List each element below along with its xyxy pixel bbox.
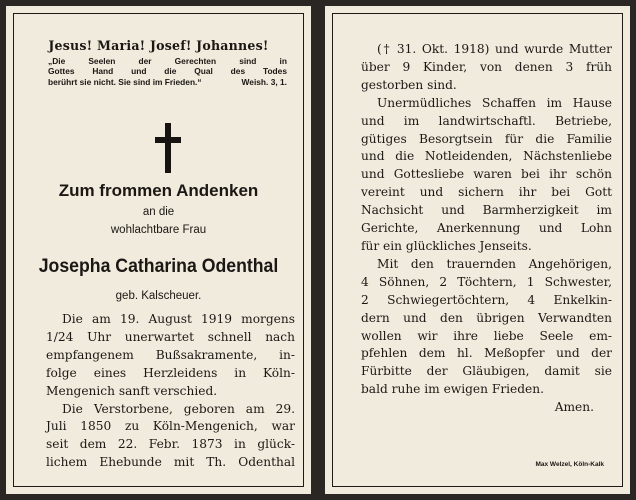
body-line: bald ruhe im ewigen Frieden. [361,382,544,397]
body-line: Unermüdliches Schaffen im Hause [377,95,612,110]
printer-credit: Max Welzel, Köln-Kalk [535,461,604,468]
body-line: und im landwirtschaftl. Betriebe, [361,113,612,128]
body-line: dern und den übrigen Verwandten [361,310,612,325]
quote-line-final [48,77,287,87]
quote-line: berührt sie nicht. Sie sind im Frieden.“ [48,76,202,87]
maiden-name: geb. Kalscheuer. [115,290,202,302]
body-line: lichem Ehebunde mit Th. Odenthal [46,455,295,470]
body-line: über 9 Kinder, von denen 3 früh [361,59,612,74]
body-line: († 31. Okt. 1918) und wurde Mutter [377,42,612,56]
body-line: 1/24 Uhr unerwartet schnell nach [46,329,295,344]
body-line: gütiges Besorgtsein für die Familie [361,131,612,146]
body-line: Nachsicht und Barmherzigkeit im [361,203,612,218]
body-line: 4 Söhnen, 2 Töchtern, 1 Schwester, [361,274,612,289]
memorial-heading: Zum frommen Andenken [58,181,259,200]
body-line: pfehlen dem hl. Meßopfer und der [361,346,612,361]
closing-amen: Amen. [554,400,594,415]
body-line: Die Verstorbene, geboren am 29. [62,401,295,416]
body-line: Gerichte, Anerkennung und Lohn [361,221,612,236]
body-line: wollen wir ihre liebe Seele em- [361,328,612,343]
quote-line: „Die Seelen der Gerechten sind in [48,56,287,66]
body-line: gestorben sind. [361,77,457,92]
body-line: empfangenem Bußsakramente, in- [46,347,295,362]
obituary-text-right [361,41,612,417]
memorial-card-left-page [6,6,311,494]
body-line: Die am 19. August 1919 morgens [62,312,295,326]
invocation-text: Jesus! Maria! Josef! Johannes! [48,38,269,53]
body-line: seit dem 22. Febr. 1873 in glück- [46,437,295,452]
body-line: Juli 1850 zu Köln-Mengenich, war [46,419,295,434]
body-line: 2 Schwiegertöchtern, 4 Enkelkin- [361,292,612,307]
dedication-line: an die [142,206,175,218]
body-line: Mengenich sanft verschied. [46,383,218,398]
memorial-card-right-page [325,6,630,494]
scripture-quote [48,56,287,87]
latin-cross-icon [155,123,181,173]
body-line: vereint und sichern ihr bei Gott [361,185,612,200]
body-line: Fürbitte der Gläubigen, damit sie [361,364,612,379]
quote-line: Gottes Hand und die Qual des Todes [48,66,287,77]
obituary-text-left [46,311,295,472]
quote-reference: Weish. 3, 1. [241,76,287,87]
honorific-line: wohlachtbare Frau [110,224,207,236]
body-line: und die Notleidenden, Nächstenliebe [361,149,612,164]
body-line: folge eines Herzleidens in Köln- [46,365,295,380]
body-line: Mit den trauernden Angehörigen, [377,256,612,271]
deceased-name: Josepha Catharina Odenthal [38,256,279,277]
body-line: und Gottesliebe waren bei ihr schön [361,167,612,182]
body-line: für ein glückliches Jenseits. [361,238,532,253]
